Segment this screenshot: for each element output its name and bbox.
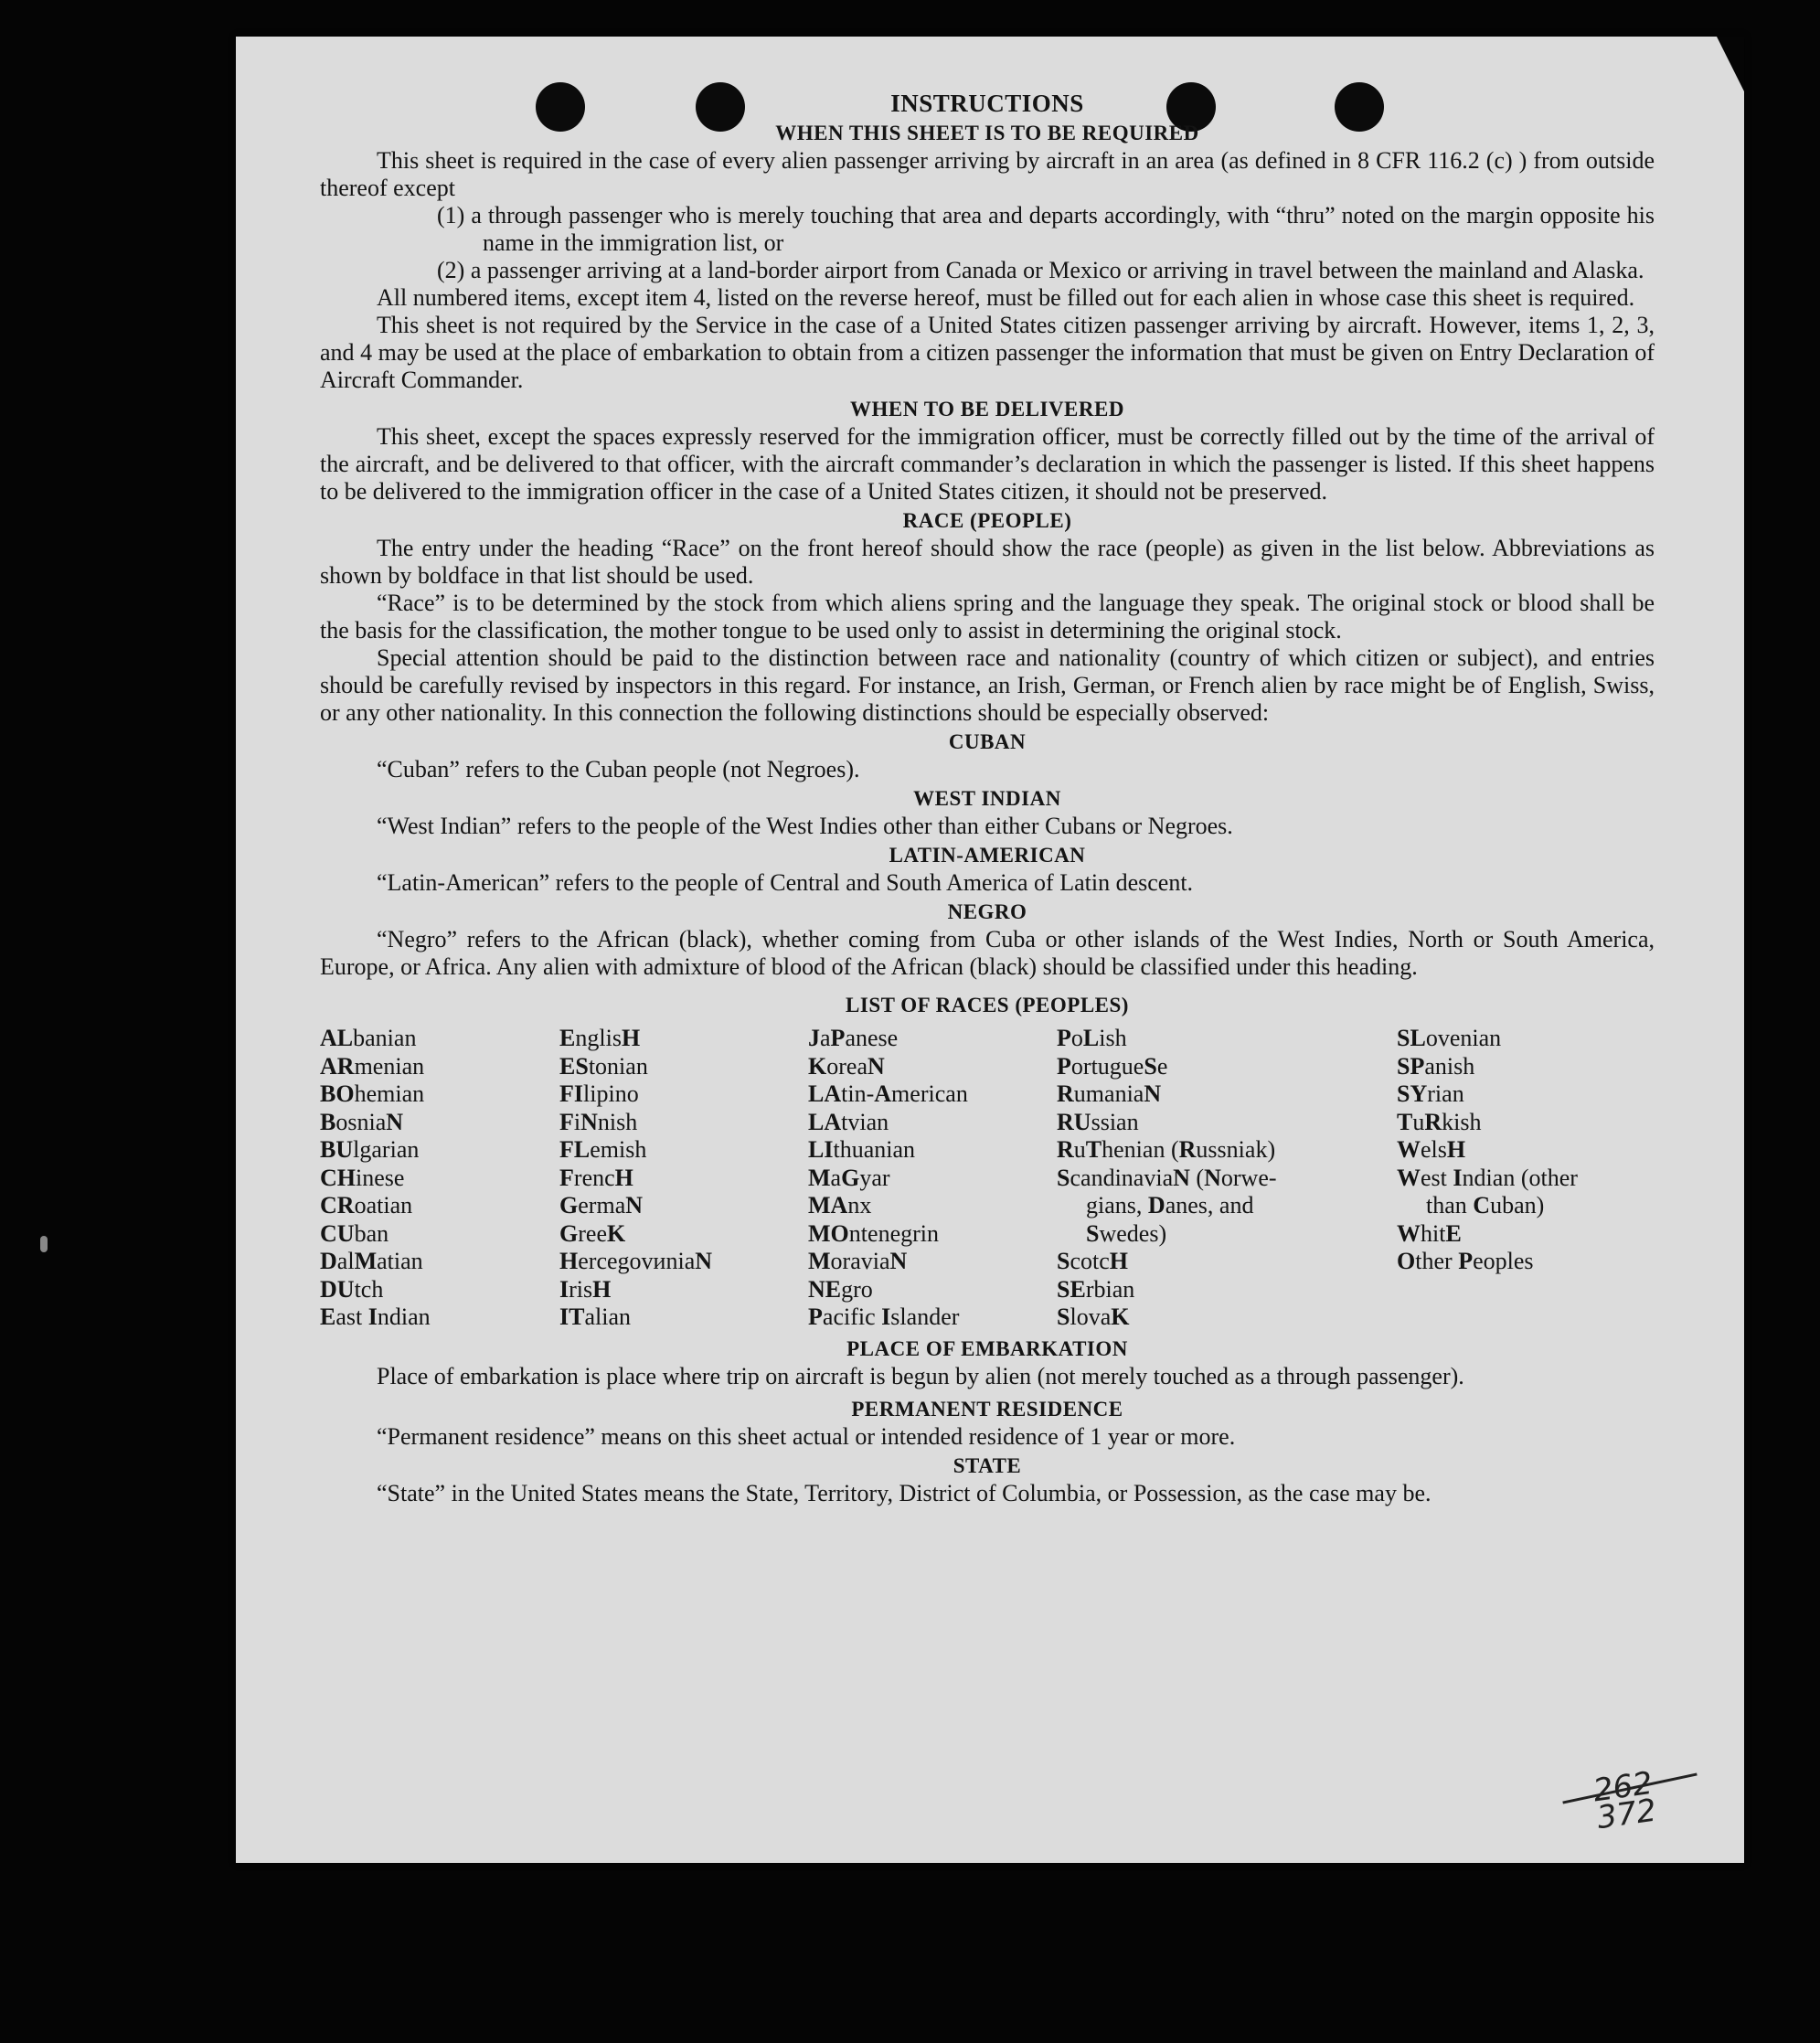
race-entry: CUban (320, 1219, 389, 1247)
races-column-5 (1397, 1025, 1655, 1332)
race-entry: Pacific Islander (808, 1303, 960, 1330)
heading-list-of-races: LIST OF RACES (PEOPLES) (846, 994, 1129, 1016)
residence-definition: “Permanent residence” means on this sheet actual or intended residence of 1 year or more. (377, 1422, 1236, 1450)
delivered-paragraph: This sheet, except the spaces expressly reserved for the immigration officer, must be correctly filled out by the time of the arrival of the aircraft, and be delivered to that officer, with the aircraft commander’s declaration in which the passenger is listed. If this sheet happens to be delivered to the immigration officer in the case of a United States citizen, it should not be preserved. (320, 423, 1655, 505)
race-entry-continued: Swedes) (1086, 1219, 1167, 1247)
race-entry: SErbian (1057, 1275, 1135, 1303)
race-entry: SlovaK (1057, 1303, 1130, 1330)
race-entry: IrisH (559, 1275, 612, 1303)
races-column-1 (320, 1025, 559, 1332)
race-entry-continued: than Cuban) (1426, 1192, 1545, 1218)
heading-cuban: CUBAN (948, 730, 1027, 753)
race-entry: BosniaN (320, 1108, 404, 1135)
race-entry: WhitE (1397, 1219, 1462, 1247)
cuban-definition: “Cuban” refers to the Cuban people (not Negroes). (377, 756, 860, 782)
section-heading-when-required: WHEN THIS SHEET IS TO BE REQUIRED (775, 122, 1199, 144)
race-entry: DalMatian (320, 1248, 423, 1274)
race-paragraph-3: Special attention should be paid to the distinction between race and nationality (country of which citizen or subject), and entries should be carefully revised by inspectors in this regard. For instance, an Irish, German, or French alien by race might be of English, Swiss, or any other nationality. In this connection the following distinctions should be especially observed: (320, 644, 1655, 726)
race-entry: East Indian (320, 1303, 431, 1330)
race-entry: PoLish (1057, 1025, 1127, 1051)
citizen-note-paragraph: This sheet is not required by the Service in the case of a United States citizen passenger arriving by aircraft. However, items 1, 2, 3, and 4 may be used at the place of embarkation to obtain from a citizen passenger the information that must be given on Entry Declaration of Aircraft Commander. (320, 312, 1655, 393)
race-entry: FiNnish (559, 1108, 638, 1135)
west-indian-definition: “West Indian” refers to the people of the West Indies other than either Cubans or Negroes. (377, 813, 1233, 839)
race-entry: MOntenegrin (808, 1219, 940, 1247)
exception-1: (1) a through passenger who is merely touching that area and departs accordingly, with “thru” noted on the margin opposite his name in the immigration list, or (437, 202, 1655, 256)
race-entry: JaPanese (808, 1025, 899, 1051)
negro-definition: “Negro” refers to the African (black), whether coming from Cuba or other islands of the West Indies, North or South America, Europe, or Africa. Any alien with admixture of blood of the African (black) should be classified under this heading. (320, 926, 1655, 980)
latin-american-definition: “Latin-American” refers to the people of Central and South America of Latin descent. (377, 869, 1194, 896)
race-entry: GreeK (559, 1219, 626, 1247)
race-entry: LAtin-American (808, 1080, 968, 1107)
race-entry: KoreaN (808, 1052, 885, 1080)
race-entry: Other Peoples (1397, 1248, 1534, 1274)
heading-negro: NEGRO (947, 900, 1027, 923)
race-entry: EnglisH (559, 1025, 641, 1051)
race-paragraph-1: The entry under the heading “Race” on the front hereof should show the race (people) as given in the list below. Abbreviations as shown by boldface in that list should be used. (320, 535, 1655, 589)
required-intro: This sheet is required in the case of every alien passenger arriving by aircraft in an area (as defined in 8 CFR 116.2 (c) ) from outside thereof except (320, 147, 1655, 201)
race-entry: MAnx (808, 1192, 872, 1218)
races-column-2 (559, 1025, 808, 1332)
race-entry: West Indian (other (1397, 1164, 1578, 1191)
race-paragraph-2: “Race” is to be determined by the stock from which aliens spring and the language they speak. The original stock or blood shall be the basis for the classification, the mother tongue to be used only to assist in determining the original stock. (320, 590, 1655, 644)
heading-west-indian: WEST INDIAN (913, 787, 1061, 810)
race-entry: RUssian (1057, 1108, 1139, 1135)
handwritten-note: 262 372 (1591, 1764, 1659, 1837)
race-entry: WelsH (1397, 1136, 1466, 1163)
race-entry: BUlgarian (320, 1136, 420, 1163)
instruction-sheet (236, 37, 1744, 1863)
embarkation-definition: Place of embarkation is place where trip on aircraft is begun by alien (not merely touched as a through passenger). (377, 1362, 1464, 1389)
race-entry: ARmenian (320, 1052, 425, 1080)
race-entry: SLovenian (1397, 1025, 1502, 1051)
races-list (320, 1025, 1655, 1332)
race-entry: RuThenian (Russniak) (1057, 1136, 1276, 1163)
race-entry: FIlipino (559, 1080, 639, 1107)
race-entry: EStonian (559, 1052, 648, 1080)
race-entry: ITalian (559, 1303, 632, 1330)
race-entry: SPanish (1397, 1052, 1475, 1080)
state-definition: “State” in the United States means the State, Territory, District of Columbia, or Possession, as the case may be. (377, 1479, 1432, 1506)
race-entry: ALbanian (320, 1025, 417, 1051)
instructions-body (320, 90, 1655, 1507)
race-entry-continued: gians, Danes, and (1086, 1192, 1254, 1218)
race-entry: MaGyar (808, 1164, 890, 1191)
race-entry: ScandinaviaN (Norwe- (1057, 1164, 1277, 1191)
exception-2: (2) a passenger arriving at a land-border airport from Canada or Mexico or arriving in travel between the mainland and Alaska. (437, 257, 1644, 283)
race-entry: LAtvian (808, 1108, 889, 1135)
numbered-items-paragraph: All numbered items, except item 4, listed on the reverse hereof, must be filled out for each alien in whose case this sheet is required. (377, 284, 1635, 311)
race-entry: BOhemian (320, 1080, 425, 1107)
race-entry: MoraviaN (808, 1248, 908, 1274)
heading-state: STATE (953, 1453, 1022, 1477)
heading-permanent-residence: PERMANENT RESIDENCE (851, 1397, 1123, 1421)
race-entry: FrencH (559, 1164, 633, 1191)
race-entry: CHinese (320, 1164, 405, 1191)
race-entry: RumaniaN (1057, 1080, 1162, 1107)
race-entry: TuRkish (1397, 1108, 1482, 1135)
races-column-3 (808, 1025, 1057, 1332)
section-heading-when-delivered: WHEN TO BE DELIVERED (850, 398, 1124, 420)
race-entry: LIthuanian (808, 1136, 916, 1163)
heading-place-of-embarkation: PLACE OF EMBARKATION (846, 1336, 1128, 1360)
race-entry: FLemish (559, 1136, 647, 1163)
race-entry: GermaN (559, 1192, 644, 1218)
race-entry: ScotcH (1057, 1248, 1129, 1274)
race-entry: HercegovиniaN (559, 1248, 713, 1274)
race-entry: CRoatian (320, 1192, 413, 1218)
heading-latin-american: LATIN-AMERICAN (889, 844, 1086, 867)
scan-artifact (40, 1236, 48, 1252)
race-entry: NEgro (808, 1275, 873, 1303)
section-heading-race: RACE (PEOPLE) (902, 509, 1072, 532)
race-entry: DUtch (320, 1275, 384, 1303)
page-title: INSTRUCTIONS (890, 90, 1084, 117)
races-column-4 (1057, 1025, 1397, 1332)
race-entry: PortugueSe (1057, 1052, 1168, 1080)
race-entry: SYrian (1397, 1080, 1464, 1107)
